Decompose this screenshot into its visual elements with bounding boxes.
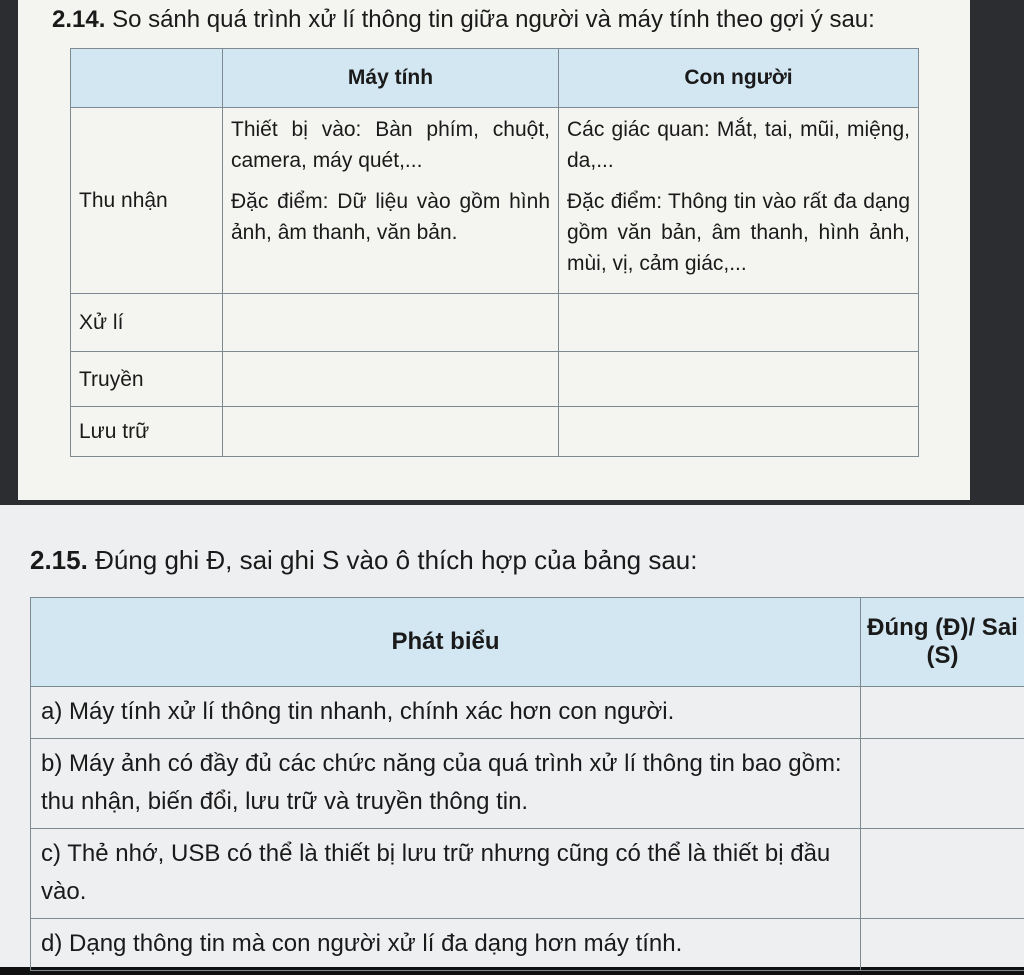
table-row [71, 108, 919, 294]
comparison-table [70, 48, 919, 457]
table-row [31, 687, 1024, 739]
exercise-2-15-title [30, 545, 698, 576]
computer-cell[interactable] [223, 352, 559, 407]
table-header-row [71, 49, 919, 108]
row-label: Lưu trữ [71, 407, 223, 457]
statement-cell: b) Máy ảnh có đầy đủ các chức năng của quá trình xử lí thông tin bao gồm: thu nhận, biến đổi, lưu trữ và truyền thông tin. [31, 739, 861, 829]
row-label: Thu nhận [71, 108, 223, 294]
human-input-features: Đặc điểm: Thông tin vào rất đa dạng gồm văn bản, âm thanh, hình ảnh, mùi, vị, cảm giác,... [567, 190, 910, 275]
header-true-false: Đúng (Đ)/ Sai (S) [861, 598, 1024, 687]
human-cell [559, 108, 919, 294]
statement-cell: d) Dạng thông tin mà con người xử lí đa dạng hơn máy tính. [31, 919, 861, 971]
answer-cell[interactable] [861, 687, 1024, 739]
table-row [71, 352, 919, 407]
answer-cell[interactable] [861, 829, 1024, 919]
exercise-number: 2.15. [30, 545, 88, 575]
answer-cell[interactable] [861, 919, 1024, 971]
table-row [71, 407, 919, 457]
human-senses: Các giác quan: Mắt, tai, mũi, miệng, da,... [567, 118, 910, 172]
header-computer: Máy tính [223, 49, 559, 108]
computer-cell [223, 108, 559, 294]
exercise-number: 2.14. [52, 6, 106, 33]
table-row [71, 294, 919, 352]
computer-cell[interactable] [223, 294, 559, 352]
row-label: Truyền [71, 352, 223, 407]
exercise-instruction: Đúng ghi Đ, sai ghi S vào ô thích hợp của bảng sau: [95, 545, 698, 575]
true-false-table [30, 597, 1024, 971]
statement-cell: a) Máy tính xử lí thông tin nhanh, chính xác hơn con người. [31, 687, 861, 739]
statement-cell: c) Thẻ nhớ, USB có thể là thiết bị lưu trữ nhưng cũng có thể là thiết bị đầu vào. [31, 829, 861, 919]
header-human: Con người [559, 49, 919, 108]
table-row [31, 919, 1024, 971]
computer-input-devices: Thiết bị vào: Bàn phím, chuột, camera, máy quét,... [231, 118, 550, 172]
table-row [31, 829, 1024, 919]
exercise-instruction: So sánh quá trình xử lí thông tin giữa người và máy tính theo gợi ý sau: [112, 6, 875, 33]
row-label: Xử lí [71, 294, 223, 352]
table-header-row [31, 598, 1024, 687]
answer-cell[interactable] [861, 739, 1024, 829]
human-cell[interactable] [559, 352, 919, 407]
human-cell[interactable] [559, 407, 919, 457]
exercise-2-14-title [52, 6, 875, 34]
table-row [31, 739, 1024, 829]
human-cell[interactable] [559, 294, 919, 352]
header-statement: Phát biểu [31, 598, 861, 687]
header-empty [71, 49, 223, 108]
computer-input-features: Đặc điểm: Dữ liệu vào gồm hình ảnh, âm thanh, văn bản. [231, 190, 550, 244]
computer-cell[interactable] [223, 407, 559, 457]
